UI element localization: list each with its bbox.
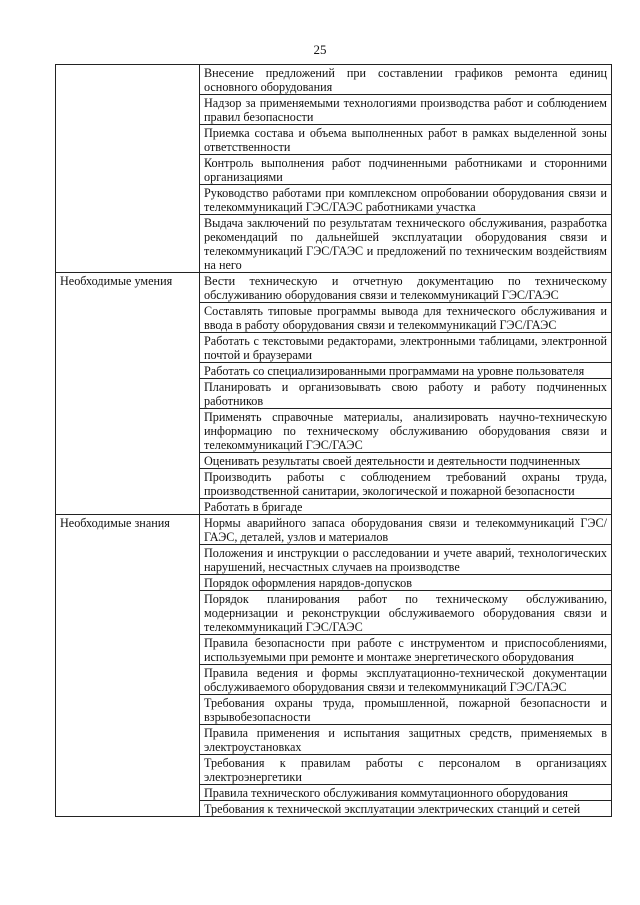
requirement-item: Вести техническую и отчетную документацию по техническому обслуживанию оборудования связи и телекоммуникаций ГЭС/ГАЭС: [200, 273, 612, 303]
requirement-item: Нормы аварийного запаса оборудования связи и телекоммуникаций ГЭС/ГАЭС, деталей, узлов и материалов: [200, 515, 612, 545]
requirement-item: Производить работы с соблюдением требований охраны труда, производственной санитарии, экологической и пожарной безопасности: [200, 469, 612, 499]
requirement-item: Правила технического обслуживания коммутационного оборудования: [200, 785, 612, 801]
requirement-item: Требования к технической эксплуатации электрических станций и сетей: [200, 801, 612, 817]
requirement-item: Требования к правилам работы с персоналом в организациях электроэнергетики: [200, 755, 612, 785]
table-row: [56, 515, 612, 545]
requirement-item: Составлять типовые программы вывода для технического обслуживания и ввода в работу оборудования связи и телекоммуникаций ГЭС/ГАЭС: [200, 303, 612, 333]
section-label: [56, 65, 200, 273]
requirement-item: Планировать и организовывать свою работу и работу подчиненных работников: [200, 379, 612, 409]
table-row: [56, 65, 612, 95]
requirement-item: Руководство работами при комплексном опробовании оборудования связи и телекоммуникаций ГЭС/ГАЭС работниками участка: [200, 185, 612, 215]
requirement-item: Порядок планирования работ по техническому обслуживанию, модернизации и реконструкции обслуживаемого оборудования связи и телекоммуникаций ГЭС/ГАЭС: [200, 591, 612, 635]
table-row: [56, 273, 612, 303]
requirement-item: Порядок оформления нарядов-допусков: [200, 575, 612, 591]
section-label: Необходимые умения: [56, 273, 200, 515]
requirement-item: Оценивать результаты своей деятельности и деятельности подчиненных: [200, 453, 612, 469]
page-number: 25: [313, 42, 327, 57]
requirements-table: [55, 64, 612, 817]
requirement-item: Работать с текстовыми редакторами, электронными таблицами, электронной почтой и браузерами: [200, 333, 612, 363]
requirement-item: Работать в бригаде: [200, 499, 612, 515]
requirement-item: Правила применения и испытания защитных средств, применяемых в электроустановках: [200, 725, 612, 755]
requirement-item: Выдача заключений по результатам технического обслуживания, разработка рекомендаций по дальнейшей эксплуатации оборудования связи и телекоммуникаций ГЭС/ГАЭС и предложений по техническим воздействиям на него: [200, 215, 612, 273]
section-label: Необходимые знания: [56, 515, 200, 817]
requirement-item: Внесение предложений при составлении графиков ремонта единиц основного оборудования: [200, 65, 612, 95]
requirement-item: Применять справочные материалы, анализировать научно-техническую информацию по техническому обслуживанию оборудования связи и телекоммуникаций ГЭС/ГАЭС: [200, 409, 612, 453]
requirement-item: Приемка состава и объема выполненных работ в рамках выделенной зоны ответственности: [200, 125, 612, 155]
requirement-item: Правила ведения и формы эксплуатационно-технической документации обслуживаемого оборудования связи и телекоммуникаций ГЭС/ГАЭС: [200, 665, 612, 695]
requirement-item: Требования охраны труда, промышленной, пожарной безопасности и взрывобезопасности: [200, 695, 612, 725]
requirement-item: Работать со специализированными программами на уровне пользователя: [200, 363, 612, 379]
requirement-item: Надзор за применяемыми технологиями производства работ и соблюдением правил безопасности: [200, 95, 612, 125]
requirement-item: Контроль выполнения работ подчиненными работниками и сторонними организациями: [200, 155, 612, 185]
requirement-item: Правила безопасности при работе с инструментом и приспособлениями, используемыми при ремонте и монтаже энергетического оборудования: [200, 635, 612, 665]
requirement-item: Положения и инструкции о расследовании и учете аварий, технологических нарушений, несчастных случаев на производстве: [200, 545, 612, 575]
requirements-table-body: [56, 65, 612, 817]
